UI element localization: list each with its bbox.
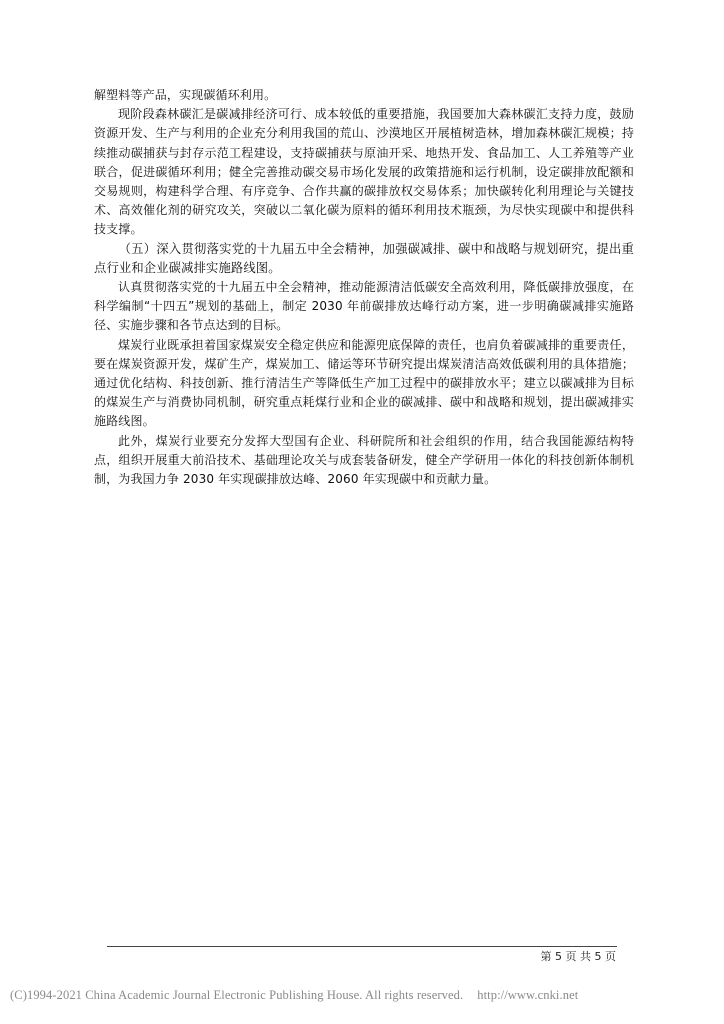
paragraph-plenary-session: 认真贯彻落实党的十九届五中全会精神，推动能源清洁低碳安全高效利用，降低碳排放强度，在科学编制“十四五”规划的基础上，制定 2030 年前碳排放达峰行动方案，进一步明确碳减排实施路径、实施步骤和各节点达到的目标。: [94, 280, 634, 333]
copyright-text: (C)1994-2021 China Academic Journal Electronic Publishing House. All rights reserved.: [10, 988, 464, 1002]
page-number: 第 5 页 共 5 页: [540, 950, 616, 963]
section-heading-5: （五）深入贯彻落实党的十九届五中全会精神，加强碳减排、碳中和战略与规划研究，提出重点行业和企业碳减排实施路线图。: [94, 241, 634, 275]
copyright-watermark: [10, 987, 714, 1003]
paragraph-coal-industry: 煤炭行业既承担着国家煤炭安全稳定供应和能源兜底保障的责任，也肩负着碳减排的重要责任，要在煤炭资源开发，煤矿生产，煤炭加工、储运等环节研究提出煤炭清洁高效低碳利用的具体措施；通过优化结构、科技创新、推行清洁生产等降低生产加工过程中的碳排放水平；建立以碳减排为目标的煤炭生产与消费协同机制，研究重点耗煤行业和企业的碳减排、碳中和战略和规划，提出碳减排实施路线图。: [94, 337, 634, 429]
body-text: [94, 86, 634, 489]
paragraph-conclusion: 此外，煤炭行业要充分发挥大型国有企业、科研院所和社会组织的作用，结合我国能源结构特点，组织开展重大前沿技术、基础理论攻关与成套装备研发，健全产学研用一体化的科技创新体制机制，为我国力争 2030 年实现碳排放达峰、2060 年实现碳中和贡献力量。: [94, 433, 634, 487]
cnki-url: http://www.cnki.net: [477, 988, 579, 1002]
paragraph-continuation: 解塑料等产品，实现碳循环利用。: [94, 88, 277, 102]
paragraph-forest-carbon-sink: 现阶段森林碳汇是碳减排经济可行、成本较低的重要措施，我国要加大森林碳汇支持力度，鼓励资源开发、生产与利用的企业充分利用我国的荒山、沙漠地区开展植树造林，增加森林碳汇规模；持续推动碳捕获与封存示范工程建设，支持碳捕获与原油开采、地热开发、食品加工、人工养殖等产业联合，促进碳循环利用；健全完善推动碳交易市场化发展的政策措施和运行机制，设定碳排放配额和交易规则，构建科学合理、有序竞争、合作共赢的碳排放权交易体系；加快碳转化利用理论与关键技术、高效催化剂的研究攻关，突破以二氧化碳为原料的循环利用技术瓶颈，为尽快实现碳中和提供科技支撑。: [94, 107, 634, 237]
footer-divider: [107, 946, 617, 947]
